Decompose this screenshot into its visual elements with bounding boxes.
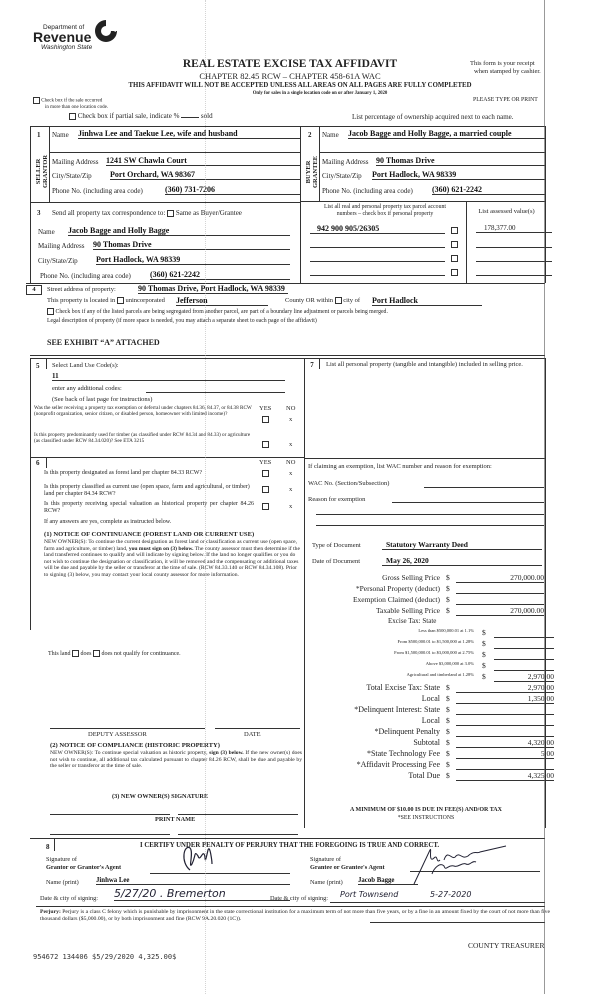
segregated-option bbox=[47, 308, 547, 315]
exemption-question: Was the seller receiving a property tax exemption or deferral under chapters 84.36, 84.37, or 84.38 RCW (nonprofit organization, senior citizen, or disabled person, homeowner with limited income)? bbox=[34, 405, 252, 418]
does-qualify-checkbox[interactable] bbox=[72, 650, 79, 657]
additional-codes-label: enter any additional codes: bbox=[52, 385, 122, 392]
section5-top-border bbox=[30, 358, 545, 359]
seller-mailing-label: Mailing Address bbox=[52, 158, 99, 166]
multi-location-label-1: Check box if the sale occurred bbox=[41, 98, 103, 104]
notice-compliance-text-b: If the new owner(s) does not wish to continue, all additional tax calculated pursuant to chapter 84.26 RCW, shall be due and payable by the seller or transferor at the time of sale. bbox=[50, 750, 302, 770]
dor-swirl-icon bbox=[93, 18, 119, 44]
county-treasurer-label: COUNTY TREASURER bbox=[468, 941, 545, 950]
buyer-phone-label: Phone No. (including area code) bbox=[322, 187, 413, 195]
seller-label-divider bbox=[49, 126, 50, 202]
corr-city-field[interactable]: Port Hadlock, WA 98339 bbox=[96, 255, 290, 265]
timber-yes-checkbox[interactable] bbox=[262, 441, 269, 448]
corr-mailing-field[interactable]: 90 Thomas Drive bbox=[93, 240, 290, 250]
parcel-number-field[interactable] bbox=[310, 266, 445, 276]
dor-logo bbox=[33, 20, 123, 54]
tech-fee-label: *State Technology Fee bbox=[366, 749, 440, 758]
delinquent-penalty-field[interactable] bbox=[456, 727, 554, 737]
exemption-no-answer[interactable]: x bbox=[289, 416, 293, 423]
seller-name-field[interactable]: Jinhwa Lee and Taekue Lee, wife and husband bbox=[78, 129, 300, 139]
section-3-number: 3 bbox=[37, 209, 41, 217]
subtotal-label: Subtotal bbox=[413, 738, 440, 747]
grantee-name-field[interactable]: Jacob Bagge bbox=[358, 877, 418, 885]
agricultural-field[interactable]: 2,970.00 bbox=[494, 672, 554, 682]
doc-type-label: Type of Document bbox=[312, 542, 361, 549]
tier3-label: From $1,500,000.01 to $3,000,000 at 2.75% bbox=[394, 650, 474, 655]
notice-compliance-title: (2) NOTICE OF COMPLIANCE (HISTORIC PROPERTY) bbox=[50, 742, 220, 749]
single-location-note: Only for sales in a single location code on or after January 1, 2020 bbox=[252, 91, 388, 96]
grantee-date-field[interactable]: 5-27-2020 bbox=[430, 890, 472, 899]
dollar-sign: $ bbox=[446, 760, 450, 769]
forest-question: Is this property designated as forest land per chapter 84.33 RCW? bbox=[44, 470, 203, 476]
same-as-buyer-label: Same as Buyer/Grantee bbox=[175, 209, 242, 217]
receipt-note-line-2: when stamped by cashier. bbox=[474, 68, 541, 75]
section8-top-border bbox=[30, 838, 545, 839]
location-line bbox=[47, 297, 165, 304]
processing-fee-field[interactable] bbox=[456, 760, 554, 770]
partial-sale-sold-label: sold bbox=[200, 112, 213, 120]
grantee-date-line bbox=[330, 902, 545, 903]
street-address-field[interactable]: 90 Thomas Drive, Port Hadlock, WA 98339 bbox=[138, 284, 288, 294]
exemption-header: If claiming an exemption, list WAC number and reason for exemption: bbox=[308, 463, 492, 470]
timber-question: Is this property predominantly used for timber (as classified under RCW 84.34 and 84.33) or agriculture (as classified under RCW 84.34.020)? See ETA 3215 bbox=[34, 432, 251, 445]
unincorporated-label: unincorporated bbox=[125, 297, 165, 304]
county-field[interactable]: Jefferson bbox=[176, 296, 268, 306]
street-address-label: Street address of property: bbox=[47, 286, 116, 293]
reason-field-line-3[interactable] bbox=[316, 517, 544, 526]
delinquent-local-row bbox=[300, 716, 540, 727]
tier4-label: Above $3,000,000 at 3.0% bbox=[425, 661, 474, 666]
exemption-top-border bbox=[304, 458, 545, 459]
section-5-number: 5 bbox=[36, 362, 40, 370]
seller-city-field[interactable]: Port Orchard, WA 98367 bbox=[110, 170, 300, 180]
does-not-qualify-checkbox[interactable] bbox=[93, 650, 100, 657]
dollar-sign: $ bbox=[482, 639, 486, 648]
corr-city-label: City/State/Zip bbox=[38, 257, 78, 265]
buyer-city-label: City/State/Zip bbox=[322, 172, 362, 180]
correspondence-label: Send all property tax correspondence to: bbox=[52, 209, 166, 217]
does-label: does bbox=[80, 650, 92, 657]
timber-no-answer[interactable]: x bbox=[289, 441, 293, 448]
personal-property-checkbox[interactable] bbox=[451, 227, 458, 234]
processing-fee-row bbox=[300, 760, 540, 771]
assessed-value-field[interactable] bbox=[476, 252, 552, 262]
section8-num-divider bbox=[54, 839, 55, 851]
correspondence-prompt bbox=[52, 209, 242, 217]
grantee-date-label: Date & city of signing: bbox=[270, 895, 329, 902]
parcel-number-field[interactable]: 942 900 905/26305 bbox=[310, 224, 445, 234]
corr-phone-field[interactable]: (360) 621-2242 bbox=[150, 270, 290, 280]
buyer-mailing-field[interactable]: 90 Thomas Drive bbox=[376, 156, 545, 166]
dollar-sign: $ bbox=[446, 738, 450, 747]
tier1-row bbox=[300, 628, 540, 639]
new-owner-signature-label: (3) NEW OWNER(S) SIGNATURE bbox=[112, 793, 209, 800]
reason-field-line-2[interactable] bbox=[316, 506, 544, 515]
multi-location-label-2: in more than one location code. bbox=[45, 104, 109, 110]
assessed-value-header: List assessed value(s) bbox=[478, 208, 535, 215]
dollar-sign: $ bbox=[446, 683, 450, 692]
local-row bbox=[300, 694, 554, 705]
dollar-sign: $ bbox=[446, 584, 450, 593]
dollar-sign: $ bbox=[446, 694, 450, 703]
yes-header-6: YES bbox=[259, 459, 272, 466]
grantee-name-label: Name (print) bbox=[310, 879, 343, 886]
total-state-label: Total Excise Tax: State bbox=[366, 683, 440, 692]
doc-date-label: Date of Document bbox=[312, 558, 361, 565]
receipt-note-line-1: This form is your receipt bbox=[470, 60, 535, 67]
personal-property-row bbox=[300, 584, 540, 595]
form-title: REAL ESTATE EXCISE TAX AFFIDAVIT bbox=[182, 58, 398, 70]
section-4-number: 4 bbox=[26, 285, 42, 295]
parcel-list-header bbox=[302, 204, 468, 218]
partial-sale-option bbox=[69, 112, 213, 120]
perjury-bottom-border bbox=[370, 922, 545, 923]
agricultural-row bbox=[300, 672, 554, 683]
see-instructions-note: *SEE INSTRUCTIONS bbox=[397, 815, 455, 821]
legal-description-value[interactable]: SEE EXHIBIT “A” ATTACHED bbox=[47, 338, 160, 347]
delinquent-state-row bbox=[300, 705, 540, 716]
see-back-note: (See back of last page for instructions) bbox=[52, 396, 153, 403]
total-due-field[interactable]: 4,325.00 bbox=[456, 771, 554, 781]
historical-no-answer[interactable]: x bbox=[289, 503, 293, 510]
tier2-field[interactable] bbox=[494, 639, 554, 649]
agricultural-label: Agricultural and timberland at 1.28% bbox=[406, 672, 474, 677]
yes-header-5: YES bbox=[259, 405, 272, 412]
personal-property-deduct-field[interactable] bbox=[456, 584, 544, 594]
total-due-label: Total Due bbox=[408, 771, 440, 780]
local-label: Local bbox=[421, 694, 440, 703]
total-state-row bbox=[300, 683, 554, 694]
delinquent-penalty-row bbox=[300, 727, 540, 738]
print-name-line-1 bbox=[50, 834, 170, 835]
grantor-sig-label-2: Grantor or Grantor's Agent bbox=[46, 863, 122, 871]
parcel-row bbox=[310, 224, 550, 236]
tier4-row bbox=[300, 661, 540, 672]
grantee-signature-label bbox=[310, 856, 385, 871]
subtotal-row bbox=[300, 738, 554, 749]
agency-line-1: Department of bbox=[43, 24, 85, 31]
continuance-determination bbox=[48, 650, 181, 657]
parcel-row bbox=[310, 266, 550, 278]
acceptance-warning: THIS AFFIDAVIT WILL NOT BE ACCEPTED UNLESS ALL AREAS ON ALL PAGES ARE FULLY COMPLETED bbox=[128, 82, 472, 89]
dollar-sign: $ bbox=[482, 628, 486, 637]
grantor-date-label: Date & city of signing: bbox=[40, 895, 99, 902]
personal-property-label: List all personal property (tangible and intangible) included in selling price. bbox=[326, 361, 523, 368]
personal-property-deduct-label: *Personal Property (deduct) bbox=[355, 584, 440, 593]
no-header-6: NO bbox=[286, 459, 296, 466]
parcel-header-line-1: List all real and personal property tax parcel account bbox=[323, 204, 446, 210]
section4-bottom-border bbox=[30, 355, 545, 356]
reason-label: Reason for exemption bbox=[308, 496, 366, 503]
does-not-label: does not qualify for continuance. bbox=[101, 650, 181, 657]
grantee-sig-label-2: Grantee or Grantee's Agent bbox=[310, 863, 385, 871]
multi-location-checkbox[interactable] bbox=[33, 97, 40, 104]
notice-continuance-title: (1) NOTICE OF CONTINUANCE (FOREST LAND OR CURRENT USE) bbox=[44, 531, 255, 538]
assessed-value-field[interactable] bbox=[476, 238, 552, 248]
tier3-row bbox=[300, 650, 540, 661]
dollar-sign: $ bbox=[446, 705, 450, 714]
grantor-signature-label bbox=[46, 856, 121, 871]
section-divider-middle bbox=[300, 126, 301, 283]
section2-bottom-border bbox=[300, 201, 545, 202]
seller-phone-label: Phone No. (including area code) bbox=[52, 187, 143, 195]
notice-continuance-text-a: NEW OWNER(S): To continue the current designation as forest land or classification as current use (open space, farm and agriculture, or timber) land, bbox=[44, 539, 298, 552]
tier1-label: Less than $500,000.01 at 1.1% bbox=[418, 628, 474, 633]
grantor-name-label: Name (print) bbox=[46, 879, 79, 886]
dollar-sign: $ bbox=[446, 771, 450, 780]
wac-field[interactable] bbox=[424, 479, 544, 488]
parcel-number-field[interactable] bbox=[310, 252, 445, 262]
city-of-label: city of bbox=[343, 297, 361, 304]
tech-fee-row bbox=[300, 749, 554, 760]
gross-selling-price-label: Gross Selling Price bbox=[382, 573, 440, 582]
section-1-number: 1 bbox=[37, 131, 41, 139]
print-name-line-2 bbox=[178, 834, 298, 835]
dollar-sign: $ bbox=[482, 672, 486, 681]
section5-left-border bbox=[30, 358, 31, 630]
corr-name-label: Name bbox=[38, 228, 55, 236]
personal-property-checkbox[interactable] bbox=[451, 255, 458, 262]
delinquent-state-field[interactable] bbox=[456, 705, 554, 715]
grantee-city-field[interactable]: Port Townsend bbox=[340, 890, 399, 899]
deputy-assessor-signature-line bbox=[50, 728, 205, 729]
no-header-5: NO bbox=[286, 405, 296, 412]
reason-field[interactable] bbox=[392, 494, 544, 503]
dollar-sign: $ bbox=[446, 606, 450, 615]
subtotal-field[interactable]: 4,320.00 bbox=[456, 738, 554, 748]
segregated-checkbox[interactable] bbox=[47, 308, 54, 315]
please-type-note: PLEASE TYPE OR PRINT bbox=[473, 97, 538, 103]
receipt-stamp: 954672 134406 $5/29/2020 4,325.00$ bbox=[33, 953, 177, 961]
current-use-no-answer[interactable]: x bbox=[289, 486, 293, 493]
located-in-label: This property is located in bbox=[47, 297, 116, 304]
section-8-number: 8 bbox=[46, 843, 50, 851]
dollar-sign: $ bbox=[446, 595, 450, 604]
scan-fold-line-center bbox=[205, 0, 206, 994]
partial-sale-label: Check box if partial sale, indicate % bbox=[77, 112, 180, 120]
additional-codes-field[interactable] bbox=[146, 384, 285, 393]
multi-location-option bbox=[33, 97, 108, 111]
excise-tax-header: Excise Tax: State bbox=[388, 617, 437, 625]
gross-selling-price-row bbox=[300, 573, 544, 584]
grantor-date-city-field[interactable]: 5/27/20 . Bremerton bbox=[114, 887, 290, 901]
partial-sale-checkbox[interactable] bbox=[69, 113, 76, 120]
forest-yes-checkbox[interactable] bbox=[262, 470, 269, 477]
parcel-header-line-2: numbers – check box if personal property bbox=[336, 211, 434, 217]
seller-name-line-2 bbox=[49, 152, 300, 153]
grantor-label: GRANTOR bbox=[42, 154, 49, 188]
buyer-label: BUYER bbox=[305, 160, 312, 184]
grantee-signature-field[interactable] bbox=[410, 862, 540, 872]
minimum-due-note: A MINIMUM OF $10.00 IS DUE IN FEE(S) AND/OR TAX bbox=[350, 807, 502, 813]
tech-fee-field[interactable]: 5.00 bbox=[456, 749, 554, 759]
gross-selling-price-field[interactable]: 270,000.00 bbox=[456, 573, 544, 583]
grantor-name-field[interactable]: Jinhwa Lee bbox=[96, 877, 290, 885]
if-yes-instructions: If any answers are yes, complete as instructed below. bbox=[44, 519, 172, 525]
perjury-text: Perjury is a class C felony which is punishable by imprisonment in the state correctional institution for a maximum term of not more than five years, or by a fine in an amount fixed by the court of not more than five thousand dollars ($5,000.00), or by both imprisonment and fine (RCW 9A.20.020 (1C)). bbox=[40, 909, 550, 922]
tier2-label: From $500,000.01 to $1,500,000 at 1.28% bbox=[397, 639, 474, 644]
section-2-number: 2 bbox=[308, 131, 312, 139]
city-checkbox[interactable] bbox=[335, 297, 342, 304]
ownership-note: List percentage of ownership acquired next to each name. bbox=[352, 113, 514, 121]
notice-compliance-body bbox=[50, 750, 302, 770]
current-use-question: Is this property classified as current use (open space, farm and agricultural, or timber) land per chapter 84.34 RCW? bbox=[44, 484, 250, 497]
seller-label: SELLER bbox=[35, 158, 42, 185]
corr-mailing-label: Mailing Address bbox=[38, 242, 85, 250]
assessed-value-field[interactable] bbox=[476, 266, 552, 276]
grantor-sig-label-1: Signature of bbox=[46, 856, 77, 863]
parcel-row bbox=[310, 238, 550, 250]
city-field[interactable]: Port Hadlock bbox=[372, 296, 482, 306]
taxable-selling-price-label: Taxable Selling Price bbox=[375, 606, 440, 615]
seller-mailing-field[interactable]: 1241 SW Chawla Court bbox=[106, 156, 300, 166]
exemption-claimed-row bbox=[300, 595, 540, 606]
corr-name-field[interactable]: Jacob Bagge and Holly Bagge bbox=[68, 226, 290, 236]
new-owner-signature-line-1 bbox=[50, 814, 170, 815]
deputy-assessor-label: DEPUTY ASSESSOR bbox=[88, 731, 147, 738]
historical-question: Is this property receiving special valuation as historical property per chapter 84.26 RCW? bbox=[44, 501, 254, 514]
receipt-note bbox=[470, 60, 600, 76]
notice-compliance-bold: sign (3) below. bbox=[209, 750, 244, 756]
notice-continuance-bold: you must sign on (3) below. bbox=[128, 545, 194, 552]
county-within-line bbox=[285, 297, 360, 304]
wac-label: WAC No. (Section/Subsection) bbox=[308, 480, 390, 487]
exemption-claimed-field[interactable] bbox=[456, 595, 544, 605]
buyer-name-line-2 bbox=[319, 152, 545, 153]
local-field[interactable]: 1,350.00 bbox=[456, 694, 554, 704]
section7-num-divider bbox=[319, 359, 320, 369]
section6-top-border bbox=[30, 457, 304, 458]
seller-grantor-label bbox=[35, 155, 49, 188]
exemption-yes-checkbox[interactable] bbox=[262, 416, 269, 423]
exemption-claimed-label: Exemption Claimed (deduct) bbox=[352, 595, 440, 604]
section5-num-divider bbox=[46, 359, 47, 369]
print-name-label: PRINT NAME bbox=[155, 816, 196, 823]
grantee-sig-label-1: Signature of bbox=[310, 856, 341, 863]
delinquent-penalty-label: *Delinquent Penalty bbox=[374, 727, 440, 736]
delinquent-local-label: Local bbox=[421, 716, 440, 725]
current-use-yes-checkbox[interactable] bbox=[262, 486, 269, 493]
seller-name-label: Name bbox=[52, 131, 69, 139]
perjury-label: Perjury: bbox=[40, 909, 61, 915]
dollar-sign: $ bbox=[446, 749, 450, 758]
form-subtitle: CHAPTER 82.45 RCW – CHAPTER 458-61A WAC bbox=[199, 71, 381, 81]
legal-description-label: Legal description of property (if more space is needed, you may attach a separate sheet to each page of the affidavit) bbox=[47, 318, 317, 324]
land-use-code-field[interactable]: 11 bbox=[52, 372, 285, 381]
parcel-number-field[interactable] bbox=[310, 238, 445, 248]
this-land-label: This land bbox=[48, 650, 71, 657]
grantee-signature-scribble bbox=[410, 844, 520, 888]
notice-continuance-text-b: The county assessor must then determine if the land transferred continues to qualify and will indicate by signing below. If the land no longer qualifies or you do not wish to continue the designation or classification, it will be removed and the compensating or additional taxes will be due and payable by the seller or transferor at the time of sale. (RCW 84.33.140 or RCW 84.34.108). Prior to signing (3) below, you may contact your local county assessor for more information. bbox=[44, 545, 300, 578]
agency-line-2: Revenue bbox=[33, 29, 92, 45]
grantor-signature-scribble bbox=[178, 842, 218, 876]
personal-property-checkbox[interactable] bbox=[451, 241, 458, 248]
land-use-label: Select Land Use Code(s): bbox=[52, 362, 119, 369]
dollar-sign: $ bbox=[482, 661, 486, 670]
delinquent-state-label: *Delinquent Interest: State bbox=[354, 705, 440, 714]
buyer-name-field[interactable]: Jacob Bagge and Holly Bagge, a married couple bbox=[348, 129, 545, 139]
buyer-mailing-label: Mailing Address bbox=[322, 158, 369, 166]
tier3-field[interactable] bbox=[494, 650, 554, 660]
segregated-label: Check box if any of the listed parcels are being segregated from another parcel, are part of a boundary line adjustment or parcels being merged. bbox=[55, 308, 388, 315]
section-6-number: 6 bbox=[36, 459, 40, 467]
dollar-sign: $ bbox=[446, 573, 450, 582]
notice-continuance-body bbox=[44, 539, 302, 579]
dollar-sign: $ bbox=[482, 650, 486, 659]
personal-property-checkbox[interactable] bbox=[451, 269, 458, 276]
section6-num-divider bbox=[46, 458, 47, 468]
agency-line-3: Washington State bbox=[41, 44, 93, 51]
assessed-value-field[interactable]: 178,377.00 bbox=[476, 224, 552, 233]
section1-top-border bbox=[30, 126, 545, 127]
perjury-notice bbox=[40, 909, 550, 922]
section1-left-border bbox=[30, 126, 31, 283]
buyer-city-field[interactable]: Port Hadlock, WA 98339 bbox=[372, 170, 545, 180]
taxable-selling-price-field[interactable]: 270,000.00 bbox=[456, 606, 544, 616]
grantor-signature-field[interactable] bbox=[150, 860, 290, 874]
tier2-row bbox=[300, 639, 540, 650]
parcel-row bbox=[310, 252, 550, 264]
certify-statement: I CERTIFY UNDER PENALTY OF PERJURY THAT THE FOREGOING IS TRUE AND CORRECT. bbox=[140, 842, 440, 849]
total-due-row bbox=[300, 771, 554, 782]
assessor-date-line bbox=[215, 728, 300, 729]
tier1-field[interactable] bbox=[494, 628, 554, 638]
seller-phone-field[interactable]: (360) 731-7206 bbox=[165, 185, 300, 195]
same-as-buyer-checkbox[interactable] bbox=[167, 210, 174, 217]
doc-date-field[interactable]: May 26, 2020 bbox=[382, 556, 542, 566]
buyer-label-divider bbox=[319, 126, 320, 202]
tier4-field[interactable] bbox=[494, 661, 554, 671]
historical-yes-checkbox[interactable] bbox=[262, 503, 269, 510]
taxable-selling-price-row bbox=[300, 606, 544, 617]
partial-sale-percent-field[interactable] bbox=[181, 117, 199, 118]
section-7-number: 7 bbox=[310, 361, 314, 369]
notice-compliance-text-a: NEW OWNER(S): To continue special valuation as historic property, bbox=[50, 750, 210, 756]
buyer-grantee-label bbox=[305, 156, 319, 188]
scan-fold-line bbox=[544, 0, 545, 994]
delinquent-local-field[interactable] bbox=[456, 716, 554, 726]
buyer-name-label: Name bbox=[322, 131, 339, 139]
assessor-date-label: DATE bbox=[244, 731, 261, 738]
forest-no-answer[interactable]: x bbox=[289, 470, 293, 477]
doc-type-field[interactable]: Statutory Warranty Deed bbox=[382, 540, 542, 550]
unincorporated-checkbox[interactable] bbox=[117, 297, 124, 304]
total-state-field[interactable]: 2,970.00 bbox=[456, 683, 554, 693]
processing-fee-label: *Affidavit Processing Fee bbox=[356, 760, 440, 769]
buyer-phone-field[interactable]: (360) 621-2242 bbox=[432, 185, 545, 195]
corr-phone-label: Phone No. (including area code) bbox=[40, 272, 131, 280]
new-owner-signature-line-2 bbox=[178, 814, 298, 815]
seller-city-label: City/State/Zip bbox=[52, 172, 92, 180]
dollar-sign: $ bbox=[446, 727, 450, 736]
grantee-label: GRANTEE bbox=[312, 155, 319, 188]
section1-bottom-border bbox=[30, 202, 300, 203]
perjury-top-border bbox=[36, 906, 545, 907]
dollar-sign: $ bbox=[446, 716, 450, 725]
county-or-within-label: County OR within bbox=[285, 297, 334, 304]
